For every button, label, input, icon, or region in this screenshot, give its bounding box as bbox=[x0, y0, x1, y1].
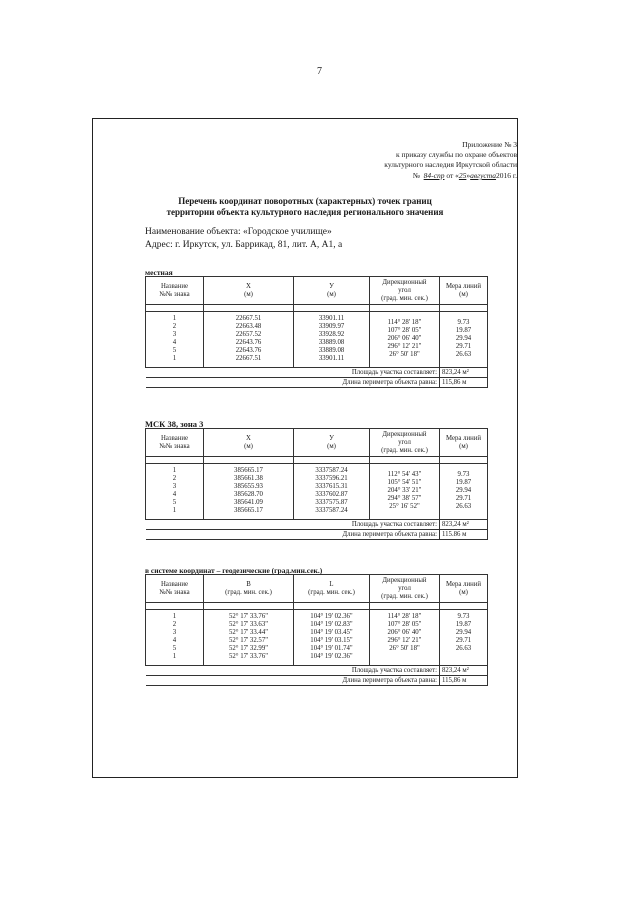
cell-line: (м) bbox=[459, 442, 468, 450]
header-length bbox=[440, 429, 488, 457]
cell-line: (м) bbox=[244, 442, 253, 450]
cell-line: 22643.76 bbox=[235, 338, 262, 346]
cell-line: 204° 33' 21" bbox=[387, 486, 422, 494]
cell-line: №№ знака bbox=[159, 442, 190, 450]
cell-line: 114° 28' 18" bbox=[387, 613, 422, 620]
object-address: Адрес: г. Иркутск, ул. Баррикад, 81, лит. А, А1, а bbox=[145, 240, 343, 250]
appendix-line-3: культурного наследия Иркутской области bbox=[384, 160, 517, 169]
coordinates-table-geodetic bbox=[145, 574, 488, 686]
cell-line: 1 bbox=[172, 613, 177, 620]
cell-line: 105° 54' 51" bbox=[387, 478, 422, 486]
cell-line: 3 bbox=[172, 330, 177, 338]
cell-line: 3337602.87 bbox=[315, 490, 348, 498]
cell-line: 52° 17' 33.44" bbox=[228, 628, 268, 636]
cell-line: 33889.08 bbox=[318, 346, 345, 354]
cell-line: (град. мин. сек.) bbox=[381, 592, 428, 600]
cell-line: 385665.17 bbox=[234, 467, 263, 474]
section-label-local: местная bbox=[145, 268, 173, 277]
cell-line: В bbox=[246, 580, 251, 588]
header-bearing bbox=[370, 429, 440, 457]
cell-line: 19.87 bbox=[455, 620, 472, 628]
cell-line: 1 bbox=[172, 467, 177, 474]
cell-line: 9.73 bbox=[457, 613, 470, 620]
cell-line: 19.87 bbox=[455, 478, 472, 486]
cell-line: 22643.76 bbox=[235, 346, 262, 354]
cell-line: 25° 16' 52" bbox=[389, 502, 420, 510]
cell-line: 4 bbox=[172, 338, 177, 346]
area-label: Площадь участка составляет: bbox=[146, 368, 440, 378]
cell-line: 206° 06' 40" bbox=[387, 334, 422, 342]
document-title-line-1: Перечень координат поворотных (характерных) точек границ bbox=[178, 196, 432, 206]
cell-line: (м) bbox=[459, 290, 468, 298]
header-point-name bbox=[146, 429, 204, 457]
cell-line: 206° 06' 40" bbox=[387, 628, 422, 636]
cell-line: 4 bbox=[172, 490, 177, 498]
order-date-prefix: от « bbox=[446, 171, 459, 180]
perimeter-value: 115,86 м bbox=[440, 378, 488, 388]
cell-line: Мера линий bbox=[445, 282, 482, 290]
cell-line: угол bbox=[398, 438, 411, 446]
cell-line: 385641.09 bbox=[234, 498, 263, 506]
cell-line: (град. мин. сек.) bbox=[308, 588, 355, 596]
cell-line: (град. мин. сек.) bbox=[381, 294, 428, 302]
order-month: августа bbox=[470, 171, 497, 180]
header-point-name bbox=[146, 575, 204, 603]
cell-line: 104° 19' 02.83" bbox=[310, 620, 353, 628]
order-number-sign: № bbox=[412, 171, 420, 180]
header-length bbox=[440, 575, 488, 603]
cell-line: 104° 19' 02.36" bbox=[310, 613, 353, 620]
cell-line: 19.87 bbox=[455, 326, 472, 334]
area-value: 823,24 м² bbox=[440, 666, 488, 676]
cell-line: (м) bbox=[459, 588, 468, 596]
cell-line: 26.63 bbox=[455, 502, 472, 510]
perimeter-label: Длина периметра объекта равна: bbox=[146, 378, 440, 388]
cell-line: Мера линий bbox=[445, 580, 482, 588]
cell-line: 33901.11 bbox=[318, 315, 345, 322]
cell-line: (м) bbox=[327, 442, 336, 450]
cell-line: Дирекционный bbox=[382, 430, 427, 438]
cell-line: Дирекционный bbox=[382, 576, 427, 584]
cell-line: 3337596.21 bbox=[315, 474, 348, 482]
section-label-msk38: МСК 38, зона 3 bbox=[145, 419, 204, 429]
cell-line: У bbox=[329, 434, 334, 442]
header-x bbox=[204, 277, 294, 305]
cell-line: 26° 50' 18" bbox=[389, 350, 420, 358]
column-b-values bbox=[204, 610, 294, 666]
cell-line: Название bbox=[160, 282, 189, 290]
cell-line: 3337615.31 bbox=[315, 482, 348, 490]
header-length bbox=[440, 277, 488, 305]
cell-line: 385655.93 bbox=[234, 482, 263, 490]
area-label: Площадь участка составляет: bbox=[146, 666, 440, 676]
cell-line: (м) bbox=[327, 290, 336, 298]
cell-line: X bbox=[246, 434, 251, 442]
cell-line: 29.94 bbox=[455, 628, 472, 636]
cell-line: 33901.11 bbox=[318, 354, 345, 362]
cell-line: 112° 54' 43" bbox=[387, 471, 422, 478]
cell-line: 2 bbox=[172, 620, 177, 628]
cell-line: 29.71 bbox=[455, 636, 472, 644]
cell-line: X bbox=[246, 282, 251, 290]
cell-line: 9.73 bbox=[457, 319, 470, 326]
header-l bbox=[294, 575, 370, 603]
perimeter-label: Длина периметра объекта равна: bbox=[146, 530, 440, 540]
perimeter-label: Длина периметра объекта равна: bbox=[146, 676, 440, 686]
cell-line: 114° 28' 18" bbox=[387, 319, 422, 326]
cell-line: 26° 50' 18" bbox=[389, 644, 420, 652]
cell-line: Мера линий bbox=[445, 434, 482, 442]
cell-line: У bbox=[329, 282, 334, 290]
column-bearings bbox=[370, 610, 440, 666]
cell-line: L bbox=[329, 580, 334, 588]
cell-line: 52° 17' 32.57" bbox=[228, 636, 268, 644]
area-label: Площадь участка составляет: bbox=[146, 520, 440, 530]
column-lengths bbox=[440, 312, 488, 368]
cell-line: 29.94 bbox=[455, 486, 472, 494]
appendix-line-4 bbox=[413, 171, 517, 181]
column-bearings bbox=[370, 464, 440, 520]
column-x-values bbox=[204, 464, 294, 520]
coordinates-table-msk38 bbox=[145, 428, 488, 540]
cell-line: 22657.52 bbox=[235, 330, 262, 338]
column-point-numbers bbox=[146, 464, 204, 520]
cell-line: 385661.38 bbox=[234, 474, 263, 482]
area-value: 823,24 м² bbox=[440, 368, 488, 378]
column-y-values bbox=[294, 464, 370, 520]
cell-line: 3337587.24 bbox=[315, 506, 348, 514]
document-title-line-2: территории объекта культурного наследия регионального значения bbox=[166, 207, 444, 217]
perimeter-value: 115,86 м bbox=[440, 676, 488, 686]
cell-line: 5 bbox=[172, 498, 177, 506]
cell-line: 26.63 bbox=[455, 350, 472, 358]
cell-line: 22667.51 bbox=[235, 354, 262, 362]
cell-line: 29.94 bbox=[455, 334, 472, 342]
cell-line: 3 bbox=[172, 628, 177, 636]
cell-line: 107° 28' 05" bbox=[387, 326, 422, 334]
cell-line: 104° 19' 02.36" bbox=[310, 652, 353, 660]
cell-line: 3337575.87 bbox=[315, 498, 348, 506]
cell-line: 4 bbox=[172, 636, 177, 644]
cell-line: 33909.97 bbox=[318, 322, 345, 330]
cell-line: Название bbox=[160, 434, 189, 442]
cell-line: Название bbox=[160, 580, 189, 588]
cell-line: 385628.70 bbox=[234, 490, 263, 498]
section-label-geodetic: в системе координат – геодезические (град.мин.сек.) bbox=[145, 566, 323, 575]
column-point-numbers bbox=[146, 312, 204, 368]
column-lengths bbox=[440, 464, 488, 520]
order-day: 25 bbox=[458, 171, 467, 180]
column-x-values bbox=[204, 312, 294, 368]
cell-line: 29.71 bbox=[455, 494, 472, 502]
appendix-line-2: к приказу службы по охране объектов bbox=[396, 150, 517, 159]
cell-line: №№ знака bbox=[159, 290, 190, 298]
cell-line: 3 bbox=[172, 482, 177, 490]
area-value: 823,24 м² bbox=[440, 520, 488, 530]
cell-line: (град. мин. сек.) bbox=[225, 588, 272, 596]
cell-line: №№ знака bbox=[159, 588, 190, 596]
cell-line: 104° 19' 01.74" bbox=[310, 644, 353, 652]
cell-line: 33928.92 bbox=[318, 330, 345, 338]
header-bearing bbox=[370, 575, 440, 603]
cell-line: 26.63 bbox=[455, 644, 472, 652]
coordinates-table-local bbox=[145, 276, 488, 388]
cell-line: 52° 17' 33.76" bbox=[228, 652, 268, 660]
cell-line: 5 bbox=[172, 346, 177, 354]
cell-line: (град. мин. сек.) bbox=[381, 446, 428, 454]
cell-line: 5 bbox=[172, 644, 177, 652]
header-y bbox=[294, 429, 370, 457]
header-x bbox=[204, 429, 294, 457]
appendix-line-1: Приложение № 3 bbox=[462, 140, 517, 149]
cell-line: 1 bbox=[172, 354, 177, 362]
header-point-name bbox=[146, 277, 204, 305]
cell-line: (м) bbox=[244, 290, 253, 298]
header-y bbox=[294, 277, 370, 305]
cell-line: 9.73 bbox=[457, 471, 470, 478]
cell-line: 385665.17 bbox=[234, 506, 263, 514]
perimeter-value: 115.86 м bbox=[440, 530, 488, 540]
cell-line: 296° 12' 21" bbox=[387, 342, 422, 350]
order-date-mid: » bbox=[466, 171, 471, 180]
column-lengths bbox=[440, 610, 488, 666]
cell-line: угол bbox=[398, 584, 411, 592]
cell-line: 33889.08 bbox=[318, 338, 345, 346]
object-name: Наименование объекта: «Городское училище» bbox=[145, 227, 332, 237]
cell-line: 22667.51 bbox=[235, 315, 262, 322]
cell-line: 294° 38' 57" bbox=[387, 494, 422, 502]
header-bearing bbox=[370, 277, 440, 305]
cell-line: Дирекционный bbox=[382, 278, 427, 286]
cell-line: 1 bbox=[172, 506, 177, 514]
order-number: 84-спр bbox=[423, 171, 445, 180]
cell-line: 1 bbox=[172, 315, 177, 322]
cell-line: 2 bbox=[172, 322, 177, 330]
cell-line: 107° 28' 05" bbox=[387, 620, 422, 628]
cell-line: 52° 17' 33.63" bbox=[228, 620, 268, 628]
column-y-values bbox=[294, 312, 370, 368]
column-bearings bbox=[370, 312, 440, 368]
column-point-numbers bbox=[146, 610, 204, 666]
cell-line: 104° 19' 03.15" bbox=[310, 636, 353, 644]
cell-line: 2 bbox=[172, 474, 177, 482]
cell-line: 1 bbox=[172, 652, 177, 660]
order-year: 2016 г. bbox=[496, 171, 517, 180]
page-number: 7 bbox=[317, 66, 322, 77]
cell-line: 52° 17' 33.76" bbox=[228, 613, 268, 620]
cell-line: угол bbox=[398, 286, 411, 294]
cell-line: 3337587.24 bbox=[315, 467, 348, 474]
cell-line: 52° 17' 32.99" bbox=[228, 644, 268, 652]
column-l-values bbox=[294, 610, 370, 666]
cell-line: 22663.48 bbox=[235, 322, 262, 330]
header-b bbox=[204, 575, 294, 603]
cell-line: 29.71 bbox=[455, 342, 472, 350]
cell-line: 296° 12' 21" bbox=[387, 636, 422, 644]
cell-line: 104° 19' 03.45" bbox=[310, 628, 353, 636]
